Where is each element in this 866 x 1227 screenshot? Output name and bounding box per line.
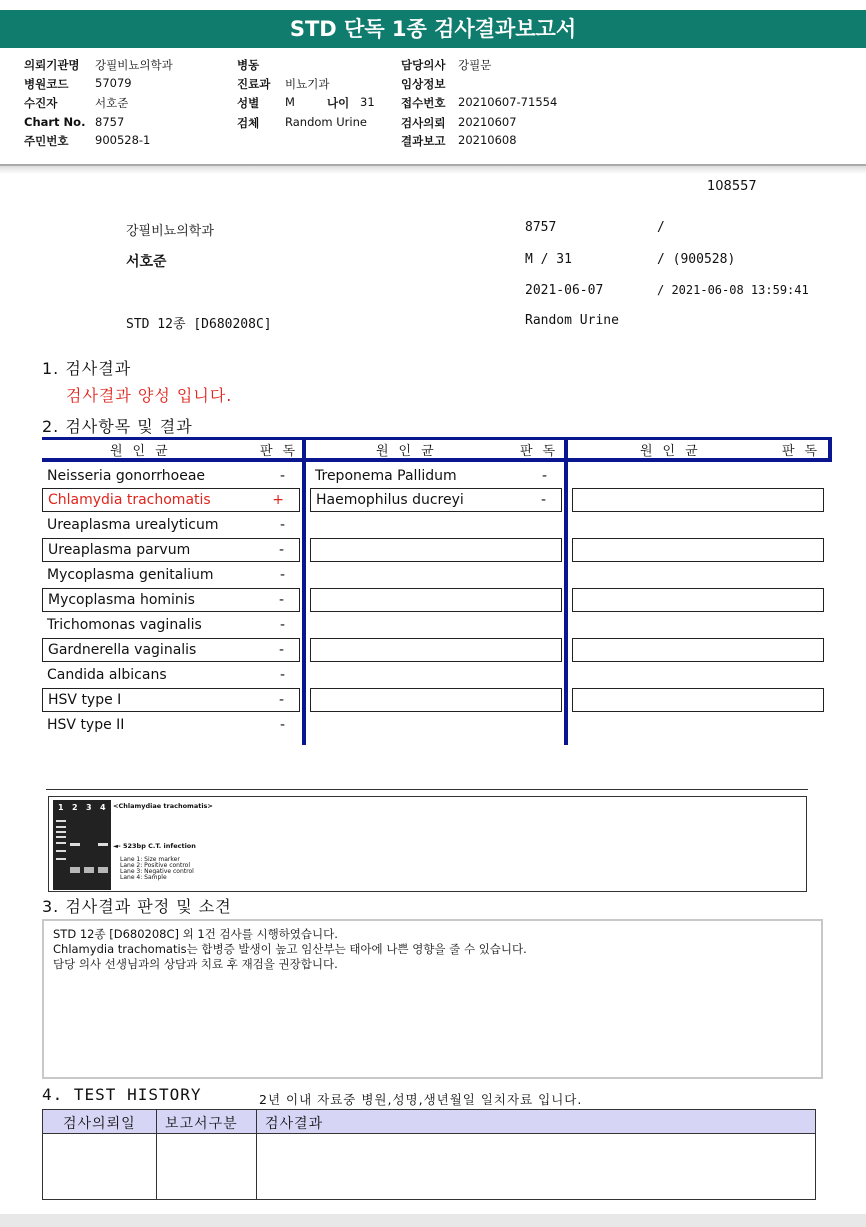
header-shadow [0,166,866,174]
col1-pathogen-header: 원인균 [110,444,178,459]
findings-box [42,919,823,1079]
gel-lane-3: 3 [86,803,92,812]
dept-value: 비뇨기과 [285,77,330,91]
gel-legend-3: Lane 3: Negative control [120,868,194,875]
empty-cell [572,588,824,612]
empty-cell [572,538,824,562]
pathogen-name: Treponema Pallidum [315,468,457,484]
patient-value: 서호준 [95,96,129,110]
hospital-code-label: 병원코드 [24,77,69,91]
pathogen-row [42,688,300,712]
report-title: STD 단독 1종 검사결과보고서 [0,10,866,48]
resident-label: 주민번호 [24,134,69,148]
patient-birth: / (900528) [657,252,736,267]
history-header-row [43,1110,815,1134]
pathogen-name: HSV type I [48,692,122,708]
empty-cell [310,688,562,712]
pathogen-result: - [278,542,284,558]
pathogen-row [42,588,300,612]
grid-column-divider-1 [302,437,306,745]
dept-label: 진료과 [237,77,271,91]
patient-chart-slash: / [657,220,665,235]
receipt-value: 20210607-71554 [458,95,558,109]
pathogen-name: Neisseria gonorrhoeae [47,468,206,484]
col3-judgement-header: 판독 [782,444,828,459]
col1-judgement-header: 판독 [260,444,306,459]
empty-cell [572,688,824,712]
pathogen-name: Candida albicans [47,667,167,683]
report-value: 20210608 [458,133,517,147]
pathogen-name: Chlamydia trachomatis [48,492,211,508]
pathogen-row-positive [42,488,300,512]
history-divider-2 [256,1110,257,1199]
pathogen-row [310,488,562,512]
gel-divider [46,789,808,790]
hospital-code-value: 57079 [95,76,132,90]
specimen-value: Random Urine [285,115,367,129]
gel-band-text: 523bp C.T. infection [122,842,196,850]
finding-line: STD 12종 [D680208C] 외 1건 검사를 시행하였습니다. [53,927,338,941]
section3-title: 3. 검사결과 판정 및 소견 [42,897,232,916]
pathogen-name: Trichomonas vaginalis [47,617,202,633]
col2-judgement-header: 판독 [520,444,566,459]
empty-cell [310,538,562,562]
age-label: 나이 [327,96,350,110]
pathogen-row [310,465,562,489]
pathogen-result: - [279,617,285,633]
pathogen-result: - [279,468,285,484]
gel-bands-graphic [53,800,111,890]
history-col-request-date: 검사의뢰일 [63,1116,136,1132]
report-number: 108557 [707,179,757,194]
pathogen-name: HSV type II [47,717,125,733]
age-value: 31 [360,95,375,109]
pathogen-row [42,614,300,638]
pathogen-name: Mycoplasma hominis [48,592,195,608]
col3-pathogen-header: 원인균 [640,444,708,459]
request-value: 20210607 [458,115,517,129]
clinical-label: 임상정보 [401,77,446,91]
gel-electrophoresis-image [53,800,111,890]
history-table [42,1109,816,1200]
patient-chart: 8757 [525,220,557,235]
pathogen-result: - [279,717,285,733]
patient-label: 수진자 [24,96,58,110]
gel-legend-2: Lane 2: Positive control [120,862,191,869]
pathogen-name: Mycoplasma genitalium [47,567,214,583]
gel-lane-2: 2 [72,803,78,812]
patient-sex-age: M / 31 [525,252,572,267]
page-footer [0,1214,866,1227]
institution-value: 강필비뇨의학과 [95,58,173,72]
pathogen-result: - [279,567,285,583]
sex-value: M [285,95,295,109]
pathogen-result: - [540,492,546,508]
ward-label: 병동 [237,58,260,72]
history-divider-1 [156,1110,157,1199]
section2-title: 2. 검사항목 및 결과 [42,417,193,436]
pathogen-name: Ureaplasma parvum [48,542,191,558]
doctor-label: 담당의사 [401,58,446,72]
report-label: 결과보고 [401,134,446,148]
pathogen-row [42,514,300,538]
gel-legend-1: Lane 1: Size marker [120,856,180,863]
pathogen-row [42,465,300,489]
col2-pathogen-header: 원인균 [376,444,444,459]
receipt-label: 접수번호 [401,96,446,110]
patient-institution: 강필비뇨의학과 [126,224,214,239]
empty-cell [310,588,562,612]
result-summary: 검사결과 양성 입니다. [66,386,233,405]
section1-title: 1. 검사결과 [42,359,132,378]
resident-value: 900528-1 [95,133,151,147]
specimen-label: 검체 [237,116,260,130]
grid-column-divider-3 [828,437,832,459]
patient-report-datetime: / 2021-06-08 13:59:41 [657,283,809,297]
pathogen-name: Gardnerella vaginalis [48,642,197,658]
pathogen-row [42,638,300,662]
history-note: 2년 이내 자료중 병원,성명,생년월일 일치자료 입니다. [259,1092,583,1107]
pathogen-result: - [541,468,547,484]
pathogen-result: - [278,592,284,608]
empty-cell [572,638,824,662]
patient-test: STD 12종 [D680208C] [126,317,272,332]
patient-request-date: 2021-06-07 [525,283,604,298]
pathogen-row [42,538,300,562]
empty-cell [572,488,824,512]
sex-label: 성별 [237,96,260,110]
finding-line: 담당 의사 선생님과의 상담과 치료 후 재검을 권장합니다. [53,957,338,971]
grid-column-divider-2 [564,437,568,745]
history-col-report-type: 보고서구분 [165,1116,238,1132]
doctor-value: 강필문 [458,58,492,72]
gel-legend-4: Lane 4: Sample [120,874,167,881]
request-label: 검사의뢰 [401,116,446,130]
pathogen-name: Haemophilus ducreyi [316,492,464,508]
patient-specimen: Random Urine [525,313,619,328]
chart-value: 8757 [95,115,125,129]
gel-band-label: ◄- 523bp C.T. infection [113,842,196,850]
pathogen-result: - [279,517,285,533]
finding-line: Chlamydia trachomatis는 합병증 발생이 높고 임산부는 태아에 나쁜 영향을 줄 수 있습니다. [53,942,527,956]
history-col-result: 검사결과 [265,1116,324,1132]
chart-label: Chart No. [24,115,86,129]
pathogen-result: - [279,667,285,683]
pathogen-row [42,664,300,688]
gel-lane-1: 1 [58,803,64,812]
patient-name: 서호준 [126,254,167,270]
pathogen-name: Ureaplasma urealyticum [47,517,219,533]
gel-lane-4: 4 [100,803,106,812]
pathogen-row [42,564,300,588]
pathogen-row [42,714,300,738]
empty-cell [310,638,562,662]
pathogen-result: - [278,692,284,708]
result-grid [42,437,832,745]
pathogen-result: + [272,492,284,508]
pathogen-result: - [278,642,284,658]
institution-label: 의뢰기관명 [24,58,80,72]
section4-title: 4. TEST HISTORY [42,1085,202,1104]
gel-title: <Chlamydiae trachomatis> [113,802,213,810]
report-info [0,54,866,166]
